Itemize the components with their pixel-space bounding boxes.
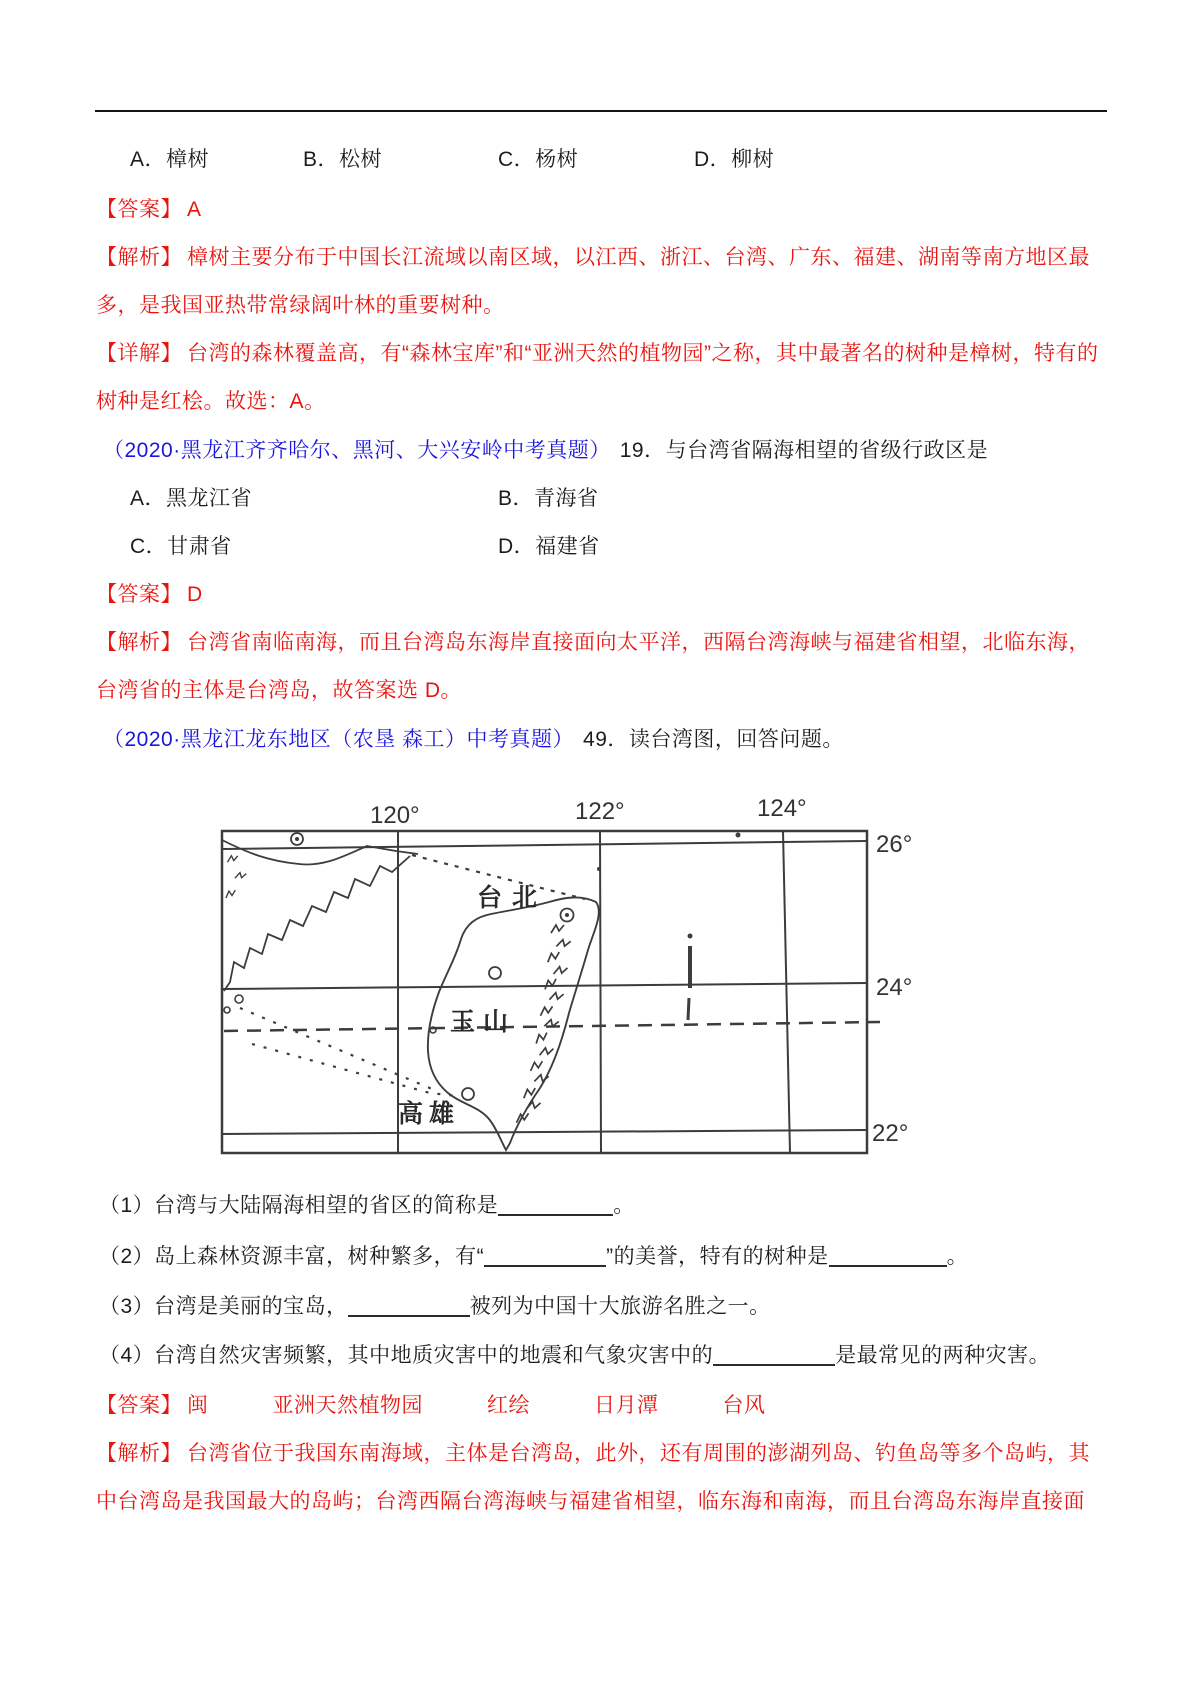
q49-sub4-end: 是最常见的两种灾害。: [835, 1344, 1051, 1367]
fill-in-blank: [829, 1246, 947, 1267]
coastal-island-icon: [224, 1007, 230, 1013]
q49-sub2-text: （2）岛上森林资源丰富，树种繁多，有“: [99, 1245, 485, 1268]
q18-xiangjie-text1: 台湾的森林覆盖高，有“森林宝库”和“亚洲天然的植物园”之称，其中最著名的树种是樟树，特有的: [187, 342, 1099, 365]
fill-in-blank: [498, 1195, 613, 1216]
jiexi-label: 【解析】: [96, 631, 182, 654]
jiexi-label: 【解析】: [96, 246, 182, 269]
map-label-taipei: 台北: [477, 884, 548, 912]
map-lon-label-120: 120°: [370, 802, 420, 829]
mountain-range-mark-icon: [551, 925, 564, 933]
mountain-range-mark-icon: [534, 1033, 549, 1044]
mountain-range-mark-icon: [549, 992, 563, 1002]
q49-sub4-text: （4）台湾自然灾害频繁，其中地质灾害中的地震和气象灾害中的: [99, 1344, 714, 1367]
q19-answer-value: D: [187, 583, 203, 606]
meridian-122: [600, 831, 601, 1153]
coastal-island-icon: [235, 995, 243, 1003]
taiwan-map-figure: [210, 790, 920, 1168]
fill-in-blank: [713, 1345, 835, 1366]
parallel-26: [222, 841, 867, 849]
q18-jiexi-text1: 樟树主要分布于中国长江流域以南区域，以江西、浙江、台湾、广东、福建、湖南等南方地区最: [187, 246, 1090, 269]
map-lat-label-26: 26°: [876, 831, 913, 858]
fill-in-blank: [484, 1246, 606, 1267]
mountain-range-mark-icon: [546, 952, 560, 962]
q18-option-d: D．柳树: [694, 148, 775, 171]
kaohsiung-city-symbol-icon: [462, 1088, 474, 1100]
q18-answer-line: [96, 196, 202, 224]
q49-answer-line: [96, 1392, 766, 1420]
map-lat-label-22: 22°: [872, 1120, 909, 1147]
mountain-range-mark-icon: [543, 979, 557, 990]
q18-jiexi-line1: [96, 244, 1090, 272]
q49-answer-1: 闽: [187, 1394, 209, 1417]
dotted-route-southwest-1: [240, 1008, 432, 1089]
map-lon-label-124: 124°: [757, 795, 807, 822]
mainland-city-symbol-dot: [295, 837, 299, 841]
q18-xiangjie-line1: [96, 340, 1098, 368]
mainland-terrain-mark-icon: [225, 890, 236, 898]
map-label-kaohsiung: 高雄: [398, 1100, 461, 1128]
mountain-range-mark-icon: [554, 966, 568, 976]
parallel-22: [222, 1130, 867, 1134]
taipei-city-symbol-dot: [565, 913, 569, 917]
q19-source-citation: （2020·黑龙江齐齐哈尔、黑河、大兴安岭中考真题）: [103, 439, 611, 462]
q18-xiangjie-line2: [96, 388, 326, 416]
q19-jiexi-text2: 台湾省的主体是台湾岛，故答案选 D。: [96, 679, 462, 702]
mountain-range-mark-icon: [540, 1047, 554, 1056]
q18-jiexi-text2: 多，是我国亚热带常绿阔叶林的重要树种。: [96, 294, 505, 317]
q49-sub2-mid: ”的美誉，特有的树种是: [606, 1245, 829, 1268]
q18-option-c: C．杨树: [498, 148, 579, 171]
mainland-coastline-southwest: [224, 856, 410, 991]
q49-sub1-text: （1）台湾与大陆隔海相望的省区的简称是: [99, 1194, 499, 1217]
mountain-range-mark-icon: [530, 1061, 544, 1071]
map-lon-label-122: 122°: [575, 798, 625, 825]
mainland-terrain-mark-icon: [227, 856, 237, 862]
q49-jiexi-text1: 台湾省位于我国东南海域，主体是台湾岛，此外，还有周围的澎湖列岛、钓鱼岛等多个岛屿，其: [187, 1442, 1090, 1465]
q49-answer-5: 台风: [722, 1394, 766, 1417]
mainland-coastline-north: [222, 840, 418, 865]
q49-stem: 49．读台湾图，回答问题。: [583, 728, 844, 751]
q49-answer-4: 日月潭: [594, 1394, 659, 1417]
mountain-range-mark-icon: [527, 1101, 541, 1111]
dashed-boundary-dot: [688, 934, 693, 939]
q19-jiexi-line1: [96, 629, 1090, 657]
midwest-city-symbol-icon: [489, 967, 501, 979]
q19-option-c: C．甘肃省: [130, 535, 232, 558]
q49-header: [103, 726, 844, 754]
mountain-range-mark-icon: [556, 939, 570, 950]
parallel-24: [222, 983, 867, 989]
fill-in-blank: [348, 1296, 470, 1317]
q49-sub3-text: （3）台湾是美丽的宝岛，: [99, 1295, 348, 1318]
q19-answer-line: [96, 581, 203, 609]
map-lat-label-24: 24°: [876, 974, 913, 1001]
small-island-dot: [736, 833, 741, 838]
dashed-boundary-segment: [688, 998, 689, 1020]
answer-label: 【答案】: [96, 583, 182, 606]
meridian-tick-dot: [597, 867, 601, 871]
meridian-124: [783, 831, 790, 1153]
answer-label: 【答案】: [96, 1394, 182, 1417]
q49-jiexi-line1: [96, 1440, 1090, 1468]
map-label-yushan: 玉山: [450, 1008, 517, 1036]
q19-jiexi-line2: [96, 677, 462, 705]
q18-jiexi-line2: [96, 292, 505, 320]
q18-option-a: A．樟树: [130, 148, 210, 171]
q49-answer-2: 亚洲天然植物园: [272, 1394, 423, 1417]
q18-option-b: B．松树: [303, 148, 383, 171]
q49-source-citation: （2020·黑龙江龙东地区（农垦 森工）中考真题）: [103, 728, 575, 751]
q19-option-b: B．青海省: [498, 487, 599, 510]
answer-label: 【答案】: [96, 198, 182, 221]
q49-sub2-end: 。: [946, 1245, 969, 1268]
q19-header: [103, 437, 988, 465]
q19-jiexi-text1: 台湾省南临南海，而且台湾岛东海岸直接面向太平洋，西隔台湾海峡与福建省相望，北临东海，: [187, 631, 1090, 654]
q49-sub2: [99, 1243, 968, 1271]
top-divider-line: [95, 110, 1107, 112]
q49-sub1: [99, 1192, 635, 1220]
mountain-range-mark-icon: [540, 1006, 554, 1015]
q19-stem: 19．与台湾省隔海相望的省级行政区是: [619, 439, 989, 462]
q49-jiexi-text2: 中台湾岛是我国最大的岛屿；台湾西隔台湾海峡与福建省相望，临东海和南海，而且台湾岛东海岸直接面: [96, 1490, 1085, 1513]
mainland-terrain-mark-icon: [235, 872, 246, 880]
map-frame: [222, 831, 867, 1153]
q49-sub3: [99, 1293, 771, 1321]
q18-answer-value: A: [187, 198, 202, 221]
q49-sub4: [99, 1342, 1050, 1370]
q49-sub1-end: 。: [613, 1194, 635, 1217]
jiexi-label: 【解析】: [96, 1442, 182, 1465]
q49-jiexi-line2: [96, 1488, 1085, 1516]
q18-xiangjie-text2: 树种是红桧。故选：A。: [96, 390, 326, 413]
q19-option-a: A．黑龙江省: [130, 487, 253, 510]
q49-sub3-end: 被列为中国十大旅游名胜之一。: [469, 1295, 771, 1318]
q19-option-d: D．福建省: [498, 535, 600, 558]
xiangjie-label: 【详解】: [96, 342, 182, 365]
q49-answer-3: 红绘: [487, 1394, 530, 1417]
